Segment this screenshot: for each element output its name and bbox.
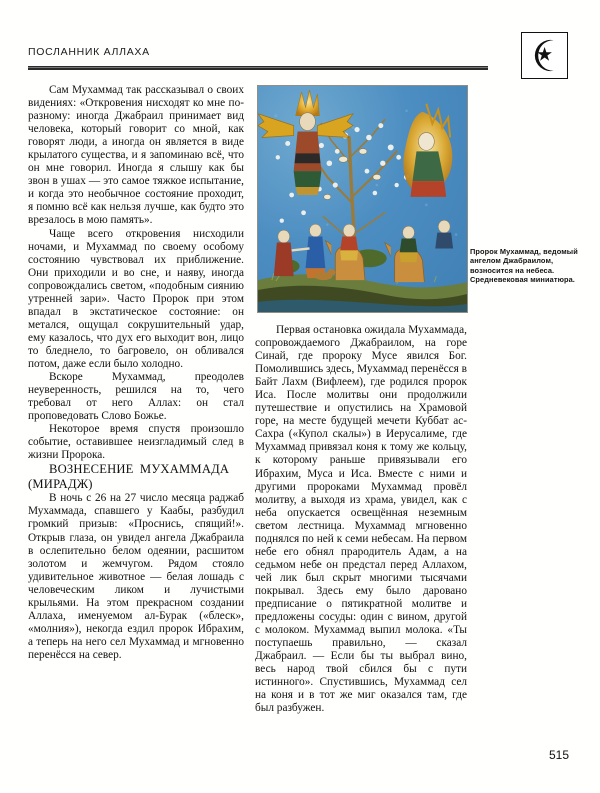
header-rule (28, 66, 488, 70)
running-head: ПОСЛАННИК АЛЛАХА (28, 46, 150, 58)
angel-figure (258, 90, 353, 195)
figure-caption: Пророк Мухаммад, ведомый ангелом Джабраилом, возносится на небеса. Средневековая миниатюра. (470, 247, 578, 285)
right-text-column (255, 324, 467, 715)
paragraph: Первая остановка ожидала Мухаммада, сопровождаемого Джабраилом, на горе Синай, где пророку Мусе явился Бог. Помолившись здесь, Мухаммад перенёсся в Байт Лахм (Вифлеем), где родился пророк Иса. После молитвы они продолжили путешествие и опустились на Храмовой горе, на месте будущей мечети Куббат ас-Сахра («Купол скалы») в Иерусалиме, где Мухаммад привязал коня к тому же кольцу, к которому раньше привязывали его Ибрахим, Муса и Иса. Вместе с ними и другими пророками Мухаммад провёл молитву, а выходя из храма, увидел, как с неба опускается освещённая неземным светом лестница. Мухаммад мгновенно поднялся по ней к семи небесам. На первом небе его обнял прародитель Адам, а на седьмом небе он предстал перед Аллахом, чей лик был скрыт многими тысячами покрывал. Здесь ему было даровано предписание о пятикратной молитве и предложены сосуды: один с вином, другой с молоком. Мухаммад выпил молока. «Ты поступаешь правильно, — сказал Джабраил. — Если бы ты выбрал вино, весь народ твой сбился бы с пути истинного». Спустившись, Мухаммад сел на коня и в тот же миг оказался там, где был разбужен. (255, 324, 468, 715)
page-number: 515 (548, 748, 569, 762)
standing-figures (274, 224, 326, 278)
crescent-star-icon (522, 33, 567, 78)
paragraph: В ночь с 26 на 27 число месяца раджаб Мухаммада, спавшего у Каабы, разбудил громкий призыв: «Проснись, спящий!». Открыв глаза, он увидел ангела Джабраила в ослепительно белом одеянии, расшитом золотом и жемчугом. Рядом стояло удивительное животное — белая лошадь с человеческим ликом и лучистыми крыльями. На этом прекрасном создании Аллаха, именуемом ал-Бурак («блеск», «молния»), некогда ездил пророк Ибрахим, а теперь на него сел Мухаммад и мгновенно перенёсся на север. (28, 492, 244, 661)
prophet-figure (403, 104, 452, 197)
paragraph: Сам Мухаммад так рассказывал о своих видениях: «Откровения нисходят ко мне по-разному: иногда Джабраил принимает вид человека, который говорит со мной, как говорят люди, а иногда он является в виде крылатого существа, и я запоминаю всё, что он мне говорил. Иногда я слышу как бы звон в ушах — это самое тяжкое испытание, и когда это необычное состояние проходит, я помню всё как нельзя лучше, как будто это врезалось в мою память». (28, 84, 244, 227)
paragraph: Чаще всего откровения нисходили ночами, и Мухаммад по своему особому состоянию чувствовал их приближение. Они приходили и во сне, и наяву, иногда сопровождались светом, «подобным сиянию утренней зари». Часто Пророк при этом впадал в экстатическое состояние: он метался, ощущал сокрушительный удар, ему казалось, что дух его выходит вон, лицо то бледнело, то багровело, он обливался потом, даже если было холодно. (28, 227, 244, 370)
paragraph: Вскоре Мухаммад, преодолев неуверенность, решился на то, чего требовал от него Аллах: он стал проповедовать Слово Божье. (28, 371, 244, 423)
crescent-star-emblem-box (521, 32, 568, 79)
miniature-artwork (258, 86, 467, 312)
camel-caravan (325, 220, 453, 282)
paragraph: Некоторое время спустя произошло событие, оставившее неизгладимый след в жизни Пророка. (28, 423, 244, 462)
section-title: ВОЗНЕСЕНИЕ МУХАММАДА (МИРАДЖ) (28, 462, 230, 492)
illustration-miniature (257, 85, 468, 313)
left-text-column (28, 84, 244, 662)
